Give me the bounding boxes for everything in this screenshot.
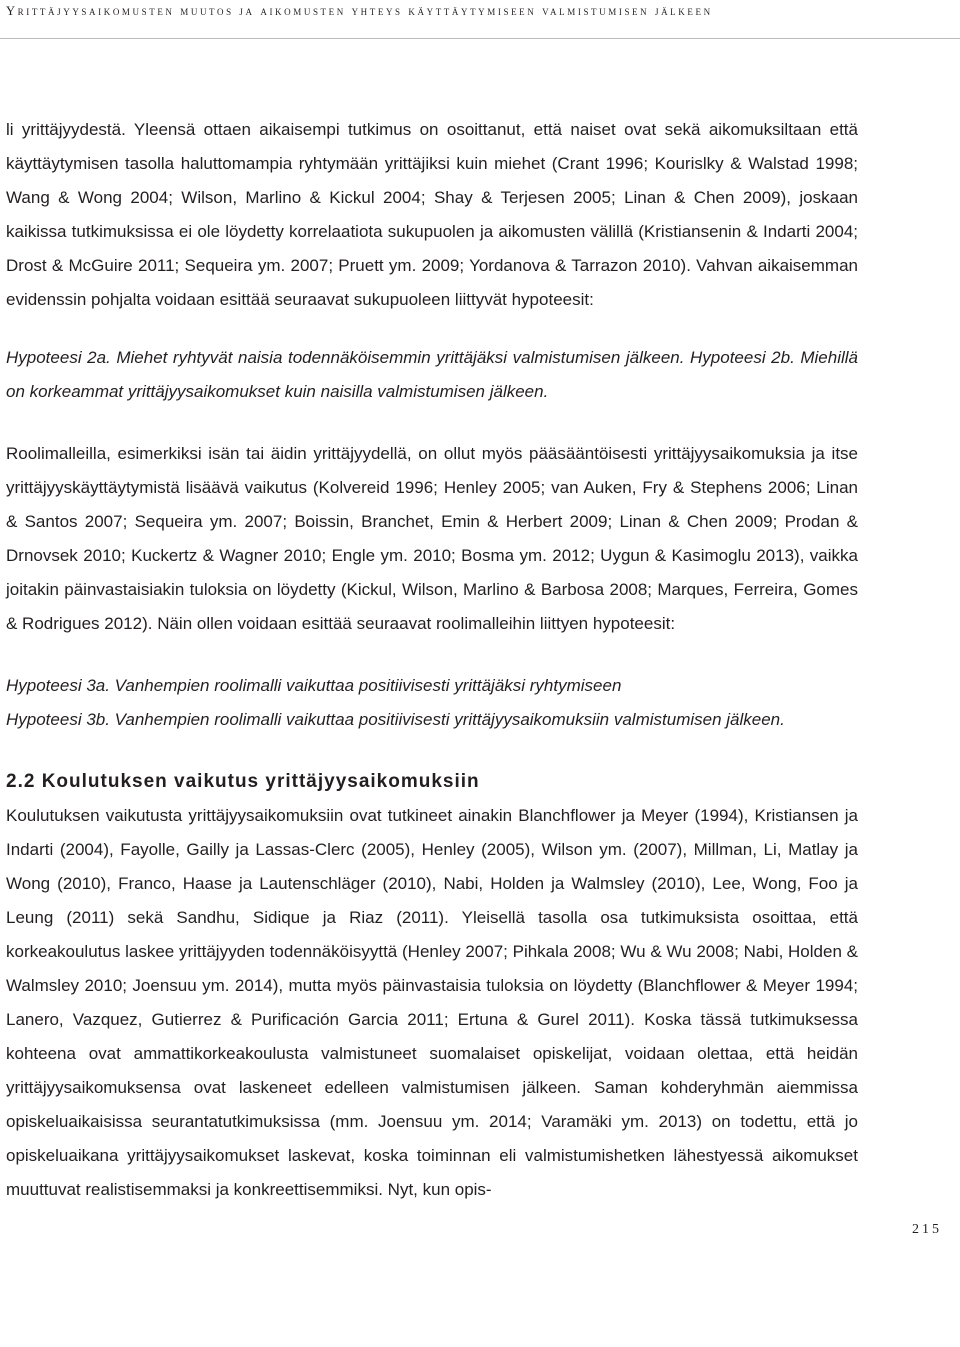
header-rule xyxy=(0,38,960,39)
hypothesis-2: Hypoteesi 2a. Miehet ryhtyvät naisia todennäköisemmin yrittäjäksi valmistumisen jälkeen. Hypoteesi 2b. Miehillä on korkeammat yrittäjyysaikomukset kuin naisilla valmistumisen jälkeen. xyxy=(6,348,858,401)
page-number: 215 xyxy=(912,1222,942,1237)
paragraph-gender: li yrittäjyydestä. Yleensä ottaen aikaisempi tutkimus on osoittanut, että naiset ovat sekä aikomuksiltaan että käyttäytymisen tasolla haluttomampia ryhtymään yrittäjiksi kuin miehet (Crant 1996; Kourislky & Walstad 1998; Wang & Wong 2004; Wilson, Marlino & Kickul 2004; Shay & Terjesen 2005; Linan & Chen 2009), joskaan kaikissa tutkimuksissa ei ole löydetty korrelaatiota sukupuolen ja aikomusten välillä (Kristiansenin & Indarti 2004; Drost & McGuire 2011; Sequeira ym. 2007; Pruett ym. 2009; Yordanova & Tarrazon 2010). Vahvan aikaisemman evidenssin pohjalta voidaan esittää seuraavat sukupuoleen liittyvät hypoteesit: xyxy=(6,120,858,309)
section-heading: 2.2 Koulutuksen vaikutus yrittäjyysaikomuksiin xyxy=(6,771,480,792)
page-body xyxy=(6,113,858,1207)
running-head: Yrittäjyysaikomusten muutos ja aikomusten yhteys käyttäytymiseen valmistumisen jälkeen xyxy=(6,4,713,18)
hypothesis-3a: Hypoteesi 3a. Vanhempien roolimalli vaikuttaa positiivisesti yrittäjäksi ryhtymiseen xyxy=(6,676,622,695)
paragraph-education: Koulutuksen vaikutusta yrittäjyysaikomuksiin ovat tutkineet ainakin Blanchflower ja Meyer (1994), Kristiansen ja Indarti (2004), Fayolle, Gailly ja Lassas-Clerc (2005), Henley (2005), Wilson ym. (2007), Millman, Li, Matlay ja Wong (2010), Franco, Haase ja Lautenschläger (2010), Nabi, Holden ja Walmsley (2010), Lee, Wong, Foo ja Leung (2011) sekä Sandhu, Sidique ja Riaz (2011). Yleisellä tasolla osa tutkimuksista osoittaa, että korkeakoulutus laskee yrittäjyyden todennäköisyyttä (Henley 2007; Pihkala 2008; Wu & Wu 2008; Nabi, Holden & Walmsley 2010; Joensuu ym. 2014), mutta myös päinvastaisia tuloksia on löydetty (Blanchflower & Meyer 1994; Lanero, Vazquez, Gutierrez & Purificación Garcia 2011; Ertuna & Gurel 2011). Koska tässä tutkimuksessa kohteena ovat ammattikorkeakoulusta valmistuneet suomalaiset opiskelijat, voidaan olettaa, että heidän yrittäjyysaikomuksensa ovat laskeneet edelleen valmistumisen jälkeen. Saman kohderyhmän aiemmissa opiskeluaikaisissa seurantatutkimuksissa (mm. Joensuu ym. 2014; Varamäki ym. 2013) on todettu, että jo opiskeluaikana yrittäjyysaikomukset laskevat, koska toiminnan eli valmistumishetken lähestyessä aikomukset muuttuvat realistisemmaksi ja konkreettisemmiksi. Nyt, kun opis- xyxy=(6,806,858,1199)
hypothesis-3b: Hypoteesi 3b. Vanhempien roolimalli vaikuttaa positiivisesti yrittäjyysaikomuksiin valmistumisen jälkeen. xyxy=(6,710,785,729)
paragraph-role-models: Roolimalleilla, esimerkiksi isän tai äidin yrittäjyydellä, on ollut myös pääsääntöisesti yrittäjyysaikomuksia ja itse yrittäjyyskäyttäytymistä lisäävä vaikutus (Kolvereid 1996; Henley 2005; van Auken, Fry & Stephens 2006; Linan & Santos 2007; Sequeira ym. 2007; Boissin, Branchet, Emin & Herbert 2009; Linan & Chen 2009; Prodan & Drnovsek 2010; Kuckertz & Wagner 2010; Engle ym. 2010; Bosma ym. 2012; Uygun & Kasimoglu 2013), vaikka joitakin päinvastaisiakin tuloksia on löydetty (Kickul, Wilson, Marlino & Barbosa 2008; Marques, Ferreira, Gomes & Rodrigues 2012). Näin ollen voidaan esittää seuraavat roolimalleihin liittyen hypoteesit: xyxy=(6,444,858,633)
